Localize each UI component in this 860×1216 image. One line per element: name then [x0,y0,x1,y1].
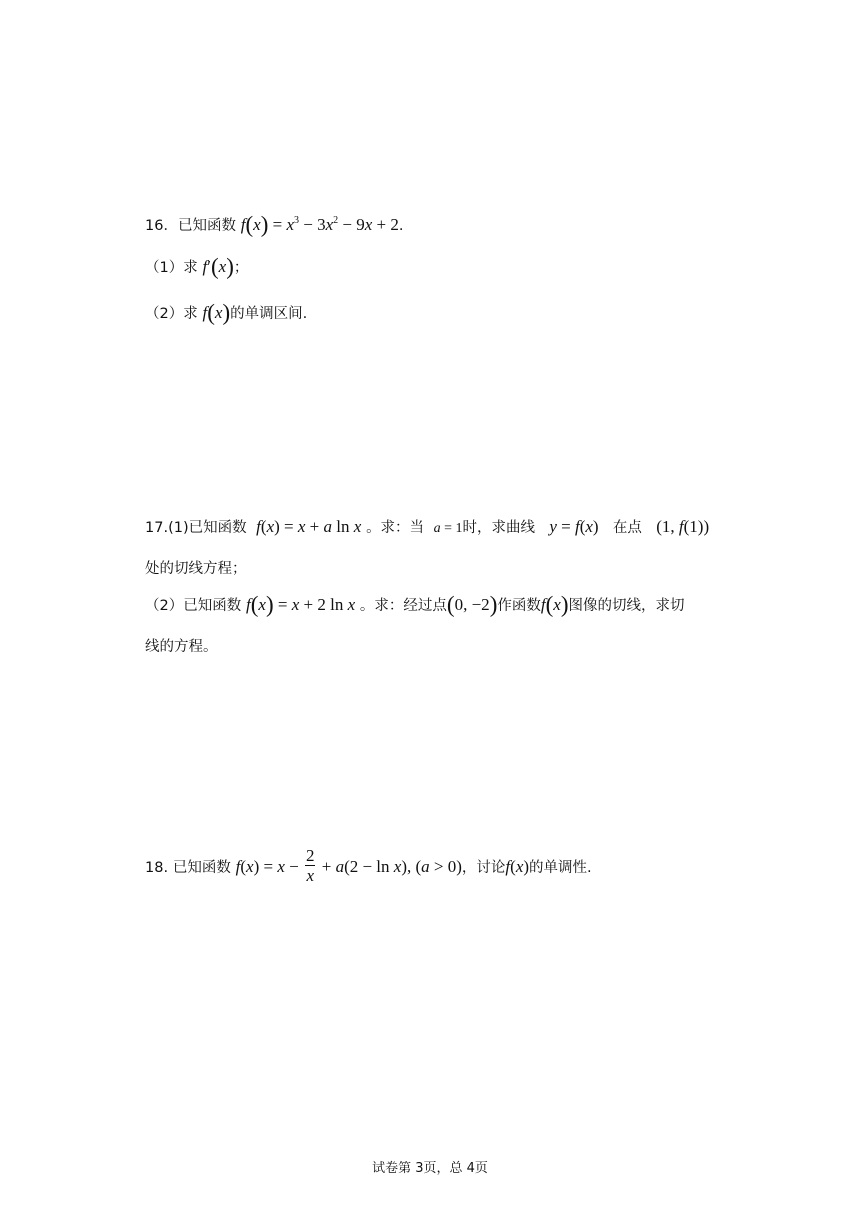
q18-formula: f(x) = x − $\frac{2}{x}$ + a(2 − ln x), (a > 0) [235,845,462,885]
q18-func: f(x) [505,857,530,876]
q16-formula: $f(x) = x^3 - 3x^2 - 9x + 2$ [240,212,399,237]
q17-part2 [145,593,684,618]
q16-stem-prefix: 已知函数 [177,218,236,234]
q18-mid: ，讨论 [461,860,506,876]
q18-stem [145,845,592,890]
q17-part1-prefix: 已知函数 [188,520,247,536]
q16-part2 [145,301,307,326]
q17-part1-at: 在点 [612,520,642,536]
q17-part1-mid2: 时，求曲线 [462,520,536,536]
q18-frac-den: x [306,865,314,885]
q16-part1-text: 求 [183,260,198,276]
q16-part1 [145,255,248,280]
q17-part2-formula: f(x) = x + 2 ln x [246,592,356,617]
q16-stem-end: . [398,218,404,234]
q17-part1-cond: a = 1 [433,521,463,536]
q17-part2-mid3: 图像的切线，求切 [568,598,685,614]
q18-fraction [305,847,316,886]
q17-part1-formula: f(x) = x + a ln x [256,517,362,536]
q17-part2-mid: 。求：经过点 [359,598,447,614]
q17-part1-tail-line [145,556,247,581]
q17-part1 [145,515,709,541]
q16-part1-end: ； [233,260,249,276]
q18-tail: 的单调性. [529,860,592,876]
q16-part2-label: （2） [145,306,184,322]
q16-part2-formula: f(x) [202,300,231,325]
q17-part2-tail: 线的方程。 [145,639,218,655]
q16-part2-text: 求 [183,306,198,322]
q16-part1-label: （1） [145,260,184,276]
q17-number: 17. [145,520,169,536]
q16-number: 16． [145,218,178,234]
q16-part1-formula: f′(x) [202,254,234,279]
q17-part2-point: (0, −2) [446,592,498,617]
q17-part1-point: (1, f(1)) [656,517,710,536]
q17-part2-label: （2） [145,598,184,614]
q17-part2-mid2: 作函数 [497,598,541,614]
q17-part2-tail-line [145,634,218,659]
q17-part1-curve: y = f(x) [549,517,599,536]
q18-stem-prefix: 已知函数 [172,860,231,876]
q17-part1-mid: 。求：当 [366,520,425,536]
page-footer: 试卷第 3页，总 4页 [372,1161,488,1176]
q17-part1-tail: 处的切线方程； [145,561,247,577]
q18-number: 18. [145,860,169,876]
q16-stem [145,209,403,238]
q17-part1-label: (1) [168,520,189,536]
q17-part2-prefix: 已知函数 [183,598,242,614]
q17-part2-func: f(x) [540,592,569,617]
q16-part2-end: 的单调区间. [230,306,308,322]
q18-frac-num: 2 [305,845,315,865]
